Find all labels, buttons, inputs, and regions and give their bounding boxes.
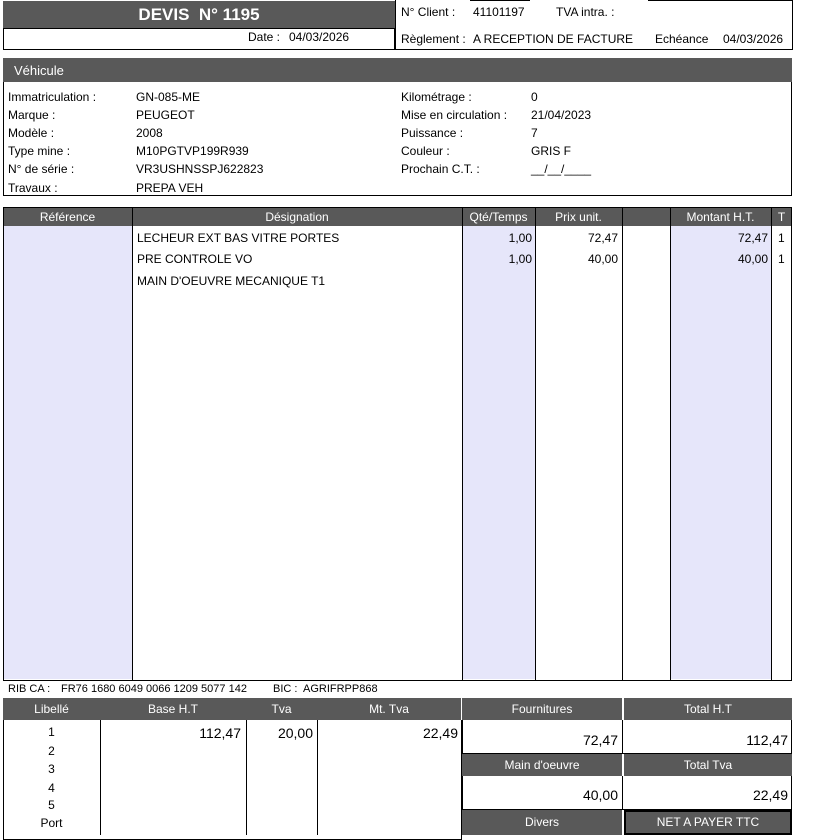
rib-label: RIB CA :	[8, 683, 51, 695]
reglement-label: Règlement :	[401, 32, 466, 46]
vat-header-libelle: Libellé	[34, 702, 69, 716]
vat-libelle: 3	[48, 762, 55, 776]
client-tab-line	[648, 0, 793, 1]
column-divider	[771, 207, 772, 681]
vehicle-label: Travaux :	[8, 181, 58, 195]
vehicle-label: Kilométrage :	[401, 90, 472, 104]
bic-label: BIC :	[273, 683, 298, 695]
client-tab-line	[470, 0, 530, 1]
quote-date-label: Date :	[248, 30, 281, 44]
divers-label: Divers	[524, 815, 559, 829]
vat-header-base: Base H.T	[147, 702, 198, 716]
vehicle-value: 7	[531, 126, 538, 140]
vehicle-value: PREPA VEH	[136, 181, 204, 195]
row-designation: LECHEUR EXT BAS VITRE PORTES	[137, 231, 340, 245]
vehicle-label: Prochain C.T. :	[401, 162, 480, 176]
vehicle-section-title: Véhicule	[14, 63, 64, 78]
vehicle-label: Puissance :	[401, 126, 464, 140]
vat-header-mt-tva: Mt. Tva	[369, 702, 409, 716]
vat-libelle: 4	[48, 781, 55, 795]
total-tva-value: 22,49	[752, 787, 788, 803]
vat-rate-value: 20,00	[277, 725, 313, 741]
vat-libelle: 5	[48, 798, 55, 812]
vehicle-label: Couleur :	[401, 144, 450, 158]
vehicle-label: N° de série :	[8, 162, 75, 176]
vat-libelle: 1	[48, 725, 55, 739]
vat-libelle: 2	[48, 744, 55, 758]
vehicle-value: 0	[531, 90, 538, 104]
quote-title: DEVIS N° 1195	[138, 5, 260, 24]
row-t: 1	[778, 252, 785, 266]
fournitures-value: 72,47	[582, 732, 618, 748]
row-designation: PRE CONTROLE VO	[137, 252, 253, 266]
vehicle-label: Immatriculation :	[8, 90, 97, 104]
tva-intra-label: TVA intra. :	[556, 5, 615, 19]
echeance-label: Echéance	[655, 32, 709, 46]
row-t: 1	[778, 231, 785, 245]
row-amount: 40,00	[737, 252, 768, 266]
fournitures-label: Fournitures	[511, 702, 573, 716]
vehicle-details-box	[3, 82, 792, 196]
header-qty: Qté/Temps	[469, 210, 528, 224]
lines-table	[3, 207, 792, 681]
total-ht-value: 112,47	[746, 732, 788, 748]
vehicle-section-header	[3, 58, 792, 82]
reglement: A RECEPTION DE FACTURE	[473, 32, 634, 46]
row-designation: MAIN D'OEUVRE MECANIQUE T1	[137, 274, 326, 288]
main-oeuvre-label: Main d'oeuvre	[504, 758, 580, 772]
column-divider	[462, 207, 463, 681]
vehicle-label: Type mine :	[8, 144, 71, 158]
quote-date: 04/03/2026	[289, 30, 350, 44]
vehicle-value: M10PGTVP199R939	[136, 144, 249, 158]
vehicle-label: Modèle :	[8, 126, 55, 140]
column-divider	[535, 207, 536, 681]
vehicle-value: GN-085-ME	[136, 90, 201, 104]
vat-libelle: Port	[40, 816, 63, 830]
net-a-payer-label: NET A PAYER TTC	[656, 815, 760, 829]
column-divider	[622, 207, 623, 681]
column-divider	[132, 207, 133, 681]
vehicle-label: Marque :	[8, 108, 56, 122]
rib: FR76 1680 6049 0066 1209 5077 142	[61, 683, 247, 695]
header-unit-price: Prix unit.	[555, 210, 602, 224]
vehicle-value: 21/04/2023	[531, 108, 592, 122]
vehicle-value: PEUGEOT	[136, 108, 195, 122]
header-t: T	[777, 210, 786, 224]
client-number-label: N° Client :	[401, 5, 456, 19]
row-unit-price: 40,00	[587, 252, 618, 266]
header-amount: Montant H.T.	[686, 210, 755, 224]
vat-base-value: 112,47	[199, 725, 241, 741]
vat-header-tva: Tva	[271, 702, 292, 716]
vehicle-value: __/__/____	[531, 162, 592, 176]
total-ht-label: Total H.T	[683, 702, 732, 716]
main-oeuvre-value: 40,00	[582, 787, 618, 803]
header-reference: Référence	[39, 210, 96, 224]
header-designation: Désignation	[265, 210, 329, 224]
column-divider	[670, 207, 671, 681]
vehicle-value: GRIS F	[531, 144, 572, 158]
vehicle-value: VR3USHNSSPJ622823	[136, 162, 264, 176]
total-tva-label: Total Tva	[683, 758, 733, 772]
vat-amount-value: 22,49	[422, 725, 458, 741]
vehicle-value: 2008	[136, 126, 163, 140]
bic: AGRIFRPP868	[303, 683, 378, 695]
echeance: 04/03/2026	[723, 32, 784, 46]
row-qty: 1,00	[508, 231, 532, 245]
client-number: 41101197	[473, 5, 525, 19]
row-qty: 1,00	[508, 252, 532, 266]
row-amount: 72,47	[737, 231, 768, 245]
vehicle-label: Mise en circulation :	[401, 108, 508, 122]
row-unit-price: 72,47	[587, 231, 618, 245]
